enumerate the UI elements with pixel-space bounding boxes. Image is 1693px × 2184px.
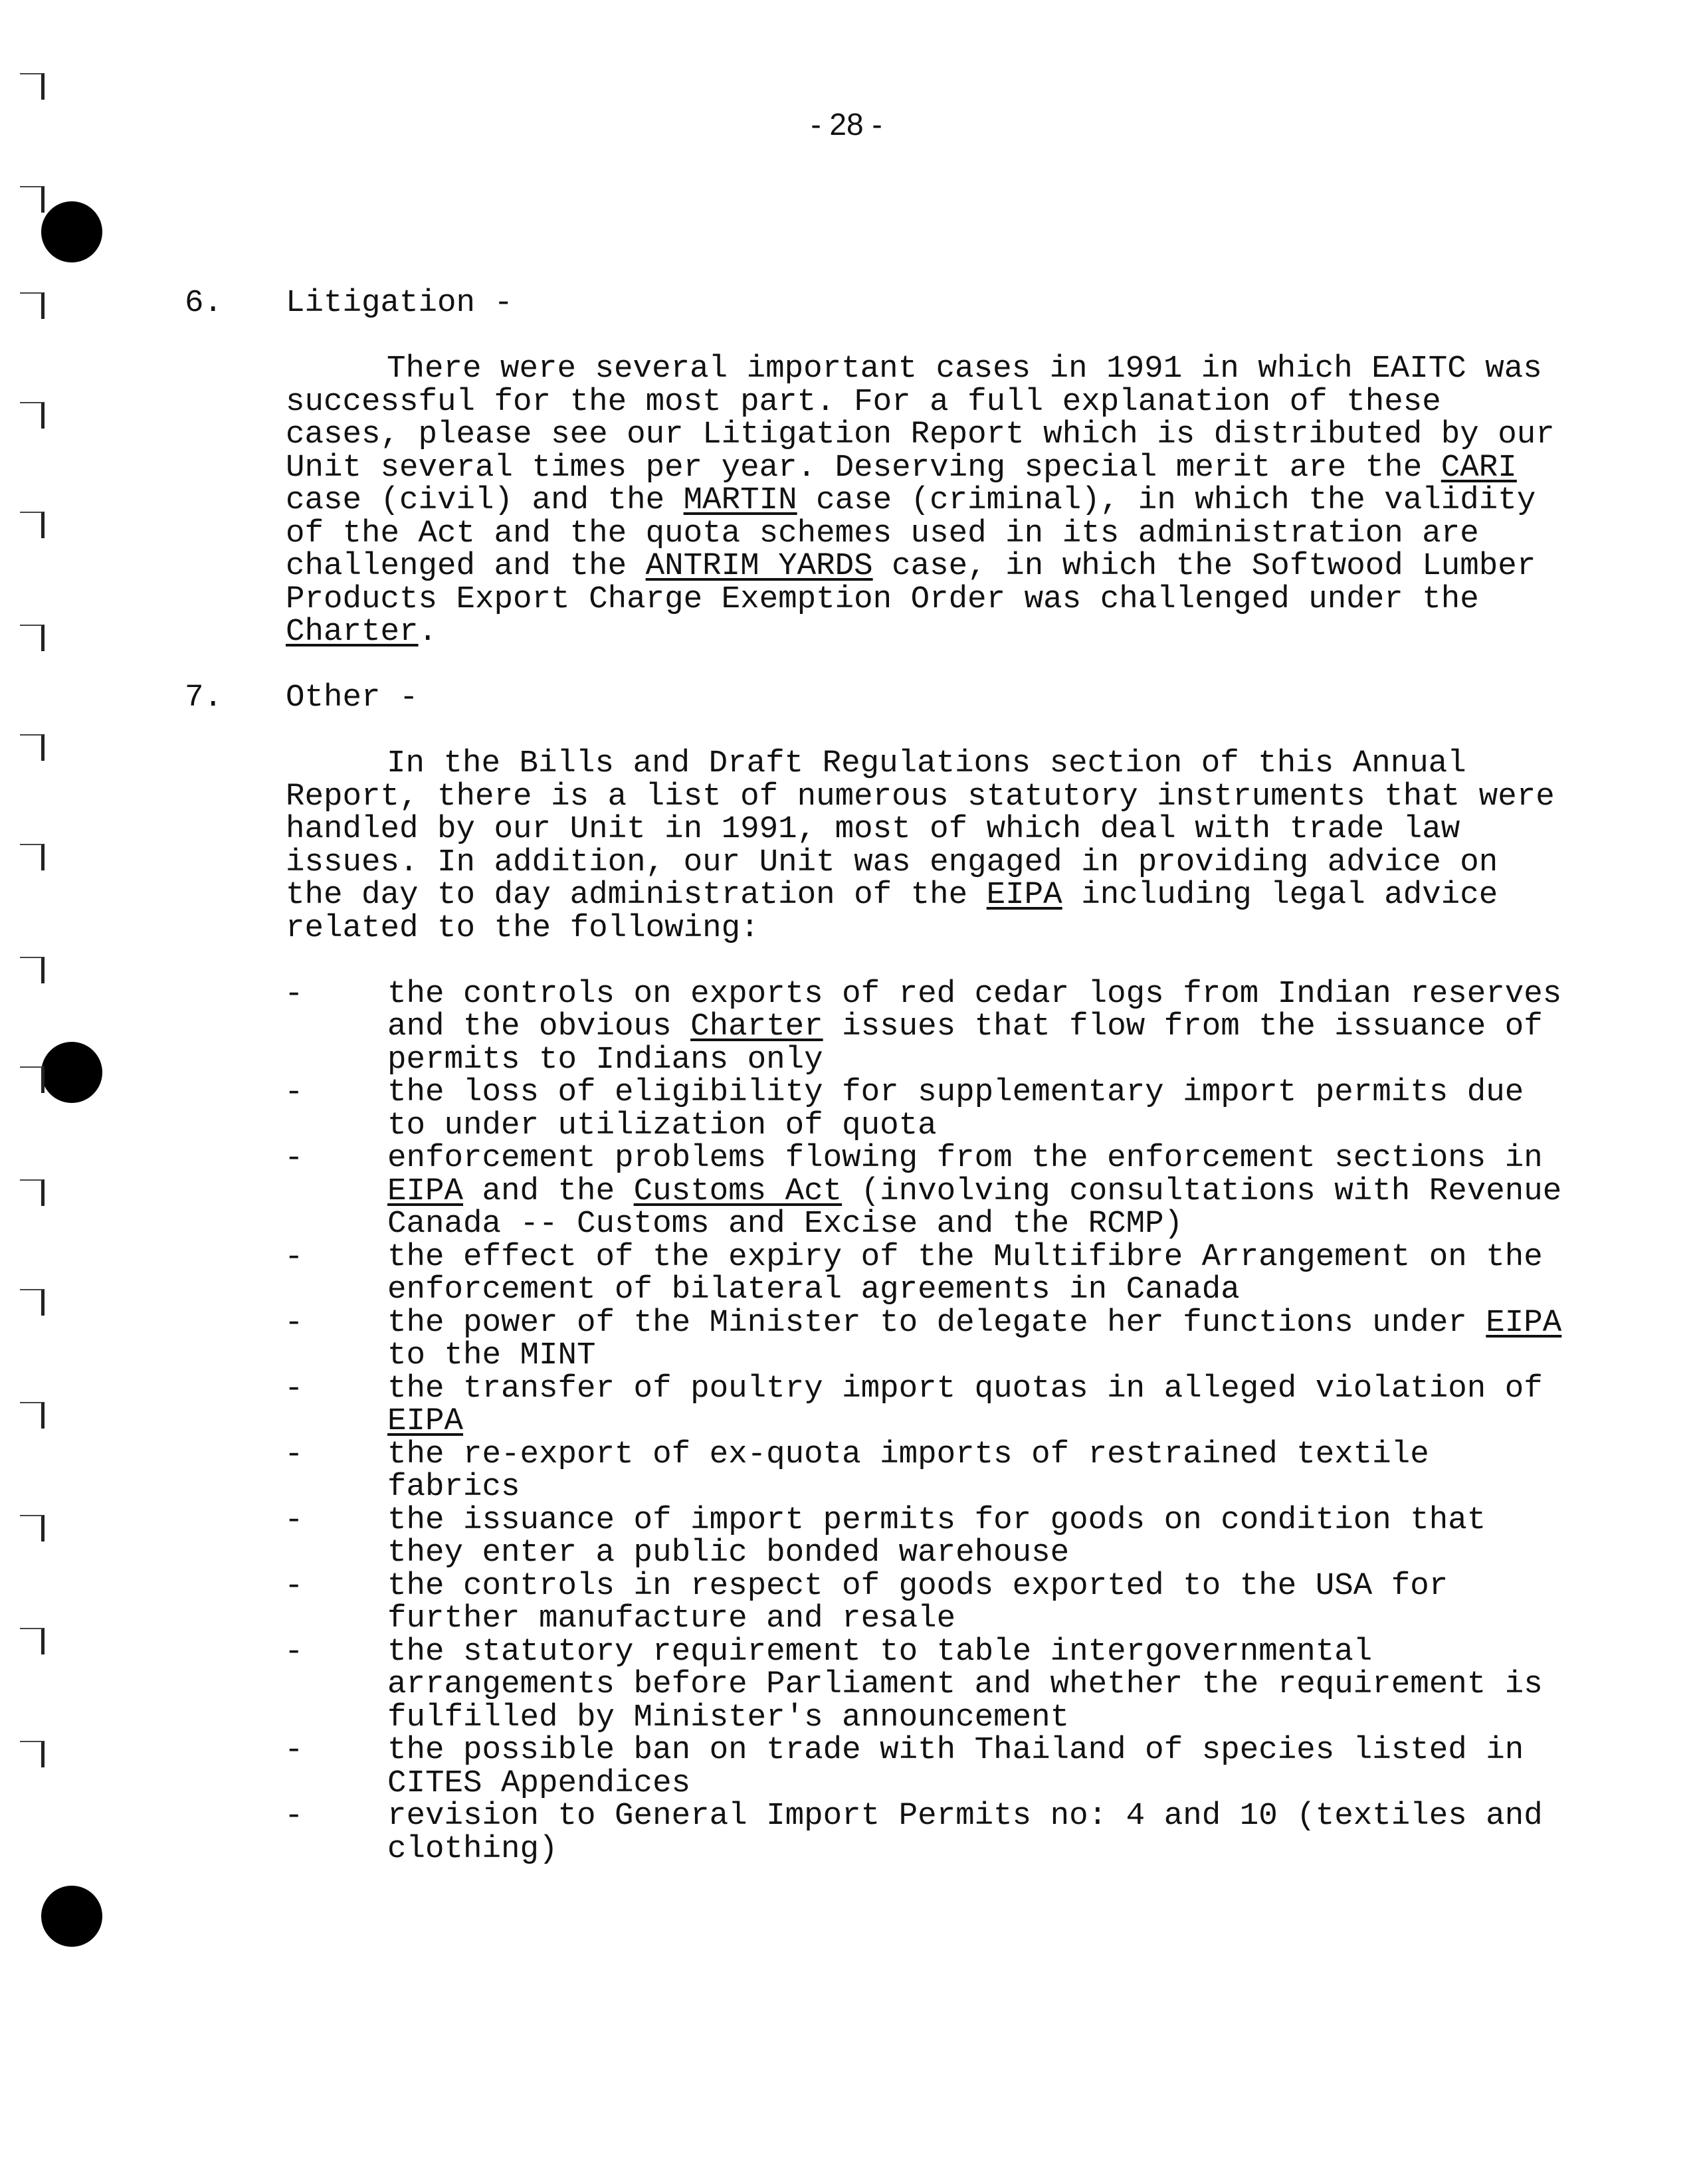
text-run: the transfer of poultry import quotas in alleged violation of	[387, 1370, 1543, 1407]
text-run: (involving consultations with Revenue Canada -- Customs and Excise and the RCMP)	[387, 1173, 1562, 1242]
case-name-martin: MARTIN	[683, 482, 797, 518]
margin-mark	[20, 844, 45, 870]
margin-mark	[20, 1066, 45, 1093]
list-item	[185, 1633, 1567, 1736]
section-heading-litigation	[185, 287, 1567, 320]
margin-mark	[20, 402, 45, 429]
eipa-reference: EIPA	[387, 1173, 464, 1209]
text-run: case (civil) and the	[286, 482, 684, 518]
margin-mark	[20, 734, 45, 761]
bullet-dash: -	[284, 1304, 304, 1341]
bullet-dash: -	[284, 1502, 304, 1538]
bullet-dash: -	[284, 1633, 304, 1670]
list-item-text: revision to General Import Permits no: 4 and 10 (textiles and clothing)	[387, 1798, 1543, 1867]
bullet-dash: -	[284, 1436, 304, 1472]
bullet-dash: -	[284, 1239, 304, 1275]
case-name-antrim-yards: ANTRIM YARDS	[645, 548, 873, 584]
bullet-dash: -	[284, 975, 304, 1012]
eipa-reference: EIPA	[387, 1403, 464, 1439]
charter-reference: Charter	[286, 614, 419, 650]
margin-mark	[20, 73, 45, 100]
list-item	[185, 1142, 1567, 1241]
list-item-text: the re-export of ex-quota imports of restrained textile fabrics	[387, 1436, 1429, 1505]
list-item-text	[387, 1142, 1567, 1241]
list-item	[185, 1734, 1567, 1800]
case-name-cari: CARI	[1441, 449, 1517, 486]
margin-mark	[20, 1179, 45, 1206]
other-paragraph	[286, 747, 1567, 945]
margin-mark	[20, 1515, 45, 1541]
text-run: to the MINT	[387, 1338, 596, 1373]
margin-mark	[20, 186, 45, 213]
binder-hole	[41, 1042, 102, 1103]
text-run: .	[418, 614, 438, 650]
margin-mark	[20, 1289, 45, 1316]
text-run: the power of the Minister to delegate her functions under	[387, 1304, 1486, 1341]
list-item-text	[387, 1370, 1567, 1439]
list-item-text: the issuance of import permits for goods on condition that they enter a public bonded warehouse	[387, 1502, 1486, 1571]
bullet-dash: -	[284, 1370, 304, 1407]
text-run: including legal advice related to the following:	[286, 877, 1498, 946]
list-item	[185, 975, 1567, 1078]
document-body	[185, 287, 1567, 1866]
text-run: the controls on exports of red cedar logs from Indian reserves and the obvious	[387, 975, 1562, 1044]
binder-hole	[41, 1886, 102, 1947]
margin-mark	[20, 625, 45, 651]
text-run: case (criminal), in which the validity of the Act and the quota schemes used in its administration are challenged and the	[286, 482, 1536, 584]
margin-mark	[20, 1402, 45, 1429]
eipa-reference: EIPA	[1486, 1304, 1562, 1341]
margin-mark	[20, 1741, 45, 1767]
margin-mark	[20, 292, 45, 319]
advice-list	[185, 975, 1567, 1867]
section-number: 6.	[185, 285, 223, 321]
list-item	[185, 1436, 1567, 1505]
bullet-dash: -	[284, 1074, 304, 1110]
text-run: and the	[463, 1173, 634, 1209]
list-item	[185, 1304, 1567, 1373]
section-number: 7.	[185, 680, 223, 716]
charter-reference: Charter	[690, 1009, 823, 1044]
section-title: Litigation -	[286, 285, 514, 321]
list-item	[185, 1241, 1567, 1307]
list-item-text: the possible ban on trade with Thailand of species listed in CITES Appendices	[387, 1732, 1524, 1801]
margin-mark	[20, 512, 45, 538]
list-item-text	[387, 975, 1567, 1078]
list-item-text: the loss of eligibility for supplementary import permits due to under utilization of quota	[387, 1074, 1524, 1143]
section-title: Other -	[286, 680, 419, 716]
bullet-dash: -	[284, 1140, 304, 1176]
section-heading-other	[185, 682, 1567, 715]
bullet-dash: -	[284, 1732, 304, 1768]
text-run: issues that flow from the issuance of permits to Indians only	[387, 1009, 1543, 1078]
margin-mark	[20, 1628, 45, 1654]
bullet-dash: -	[284, 1567, 304, 1604]
list-item	[185, 1800, 1567, 1866]
list-item	[185, 1567, 1567, 1637]
list-item	[185, 1076, 1567, 1142]
list-item	[185, 1504, 1567, 1570]
list-item-text: the effect of the expiry of the Multifibre Arrangement on the enforcement of bilateral agreements in Canada	[387, 1239, 1543, 1308]
margin-mark	[20, 957, 45, 983]
text-run: There were several important cases in 1991 in which EAITC was successful for the most part. For a full explanation of these cases, please see our Litigation Report which is distributed by our Unit several times per year. Deserving special merit are the	[286, 351, 1555, 486]
bullet-dash: -	[284, 1798, 304, 1834]
list-item-text: the controls in respect of goods exported to the USA for further manufacture and resale	[387, 1567, 1448, 1637]
list-item-text: the statutory requirement to table intergovernmental arrangements before Parliament and whether the requirement is fulfilled by Minister's announcement	[387, 1633, 1543, 1736]
list-item-text	[387, 1304, 1567, 1373]
text-run: enforcement problems flowing from the enforcement sections in	[387, 1140, 1543, 1176]
page-number: - 28 -	[811, 107, 882, 142]
eipa-reference: EIPA	[986, 877, 1062, 913]
customs-act-reference: Customs Act	[633, 1173, 843, 1209]
text-run: In the Bills and Draft Regulations section of this Annual Report, there is a list of numerous statutory instruments that were handled by our Unit in 1991, most of which deal with trade law issues. In addition, our Unit was engaged in providing advice on the day to day administration of the	[286, 745, 1555, 913]
litigation-paragraph	[286, 353, 1567, 649]
binder-hole	[41, 201, 102, 262]
list-item	[185, 1370, 1567, 1439]
text-run: case, in which the Softwood Lumber Products Export Charge Exemption Order was challenged under the	[286, 548, 1536, 617]
